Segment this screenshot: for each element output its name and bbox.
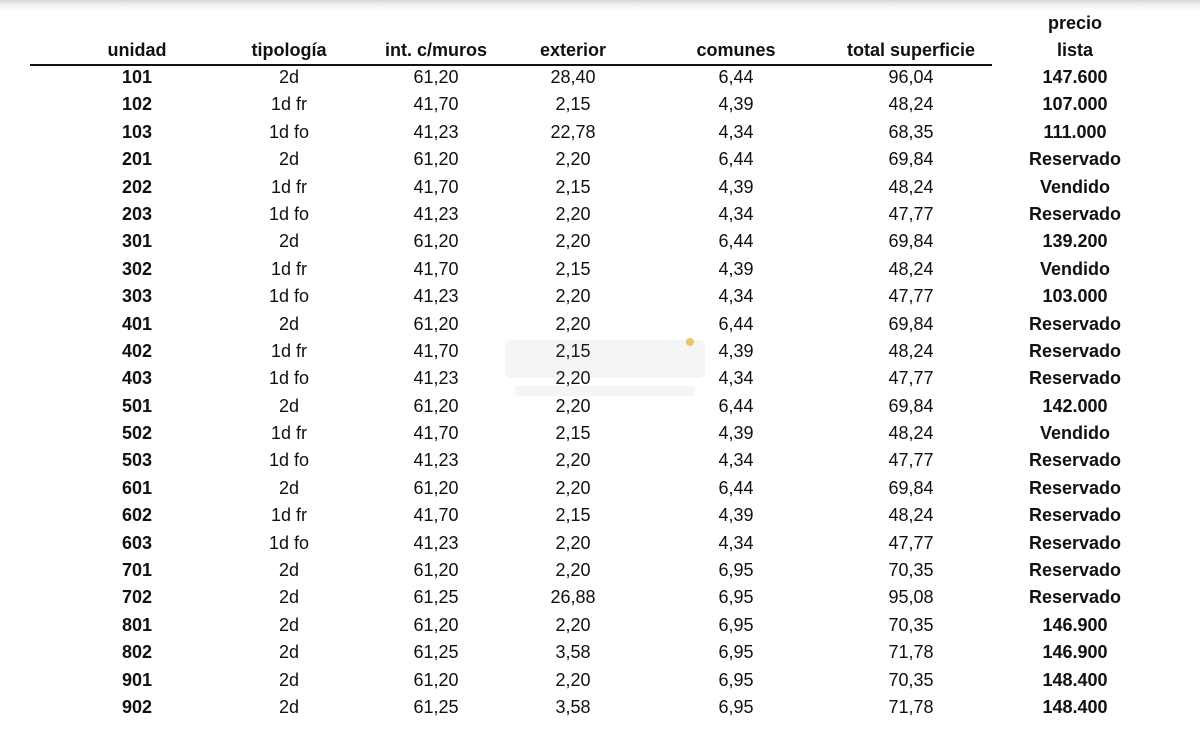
cell-unidad: 802	[121, 642, 153, 663]
cell-total-superficie: 48,24	[888, 176, 934, 197]
cell-comunes: 4,34	[718, 203, 754, 224]
cell-exterior: 2,20	[555, 203, 591, 224]
cell-precio: Reservado	[1028, 450, 1122, 471]
cell-unidad: 801	[121, 614, 153, 635]
table-row	[0, 174, 1200, 201]
cell-total-superficie: 68,35	[888, 121, 934, 142]
cell-comunes: 6,95	[718, 560, 754, 581]
cell-int-muros: 61,20	[413, 149, 459, 170]
cell-total-superficie: 70,35	[888, 614, 934, 635]
cell-int-muros: 41,70	[413, 94, 459, 115]
table-row	[0, 530, 1200, 557]
cell-tipologia: 1d fo	[268, 203, 310, 224]
cell-precio: Reservado	[1028, 340, 1122, 361]
cell-int-muros: 61,20	[413, 395, 459, 416]
cell-unidad: 202	[121, 176, 153, 197]
cell-unidad: 702	[121, 587, 153, 608]
cell-int-muros: 61,20	[413, 313, 459, 334]
cell-unidad: 601	[121, 477, 153, 498]
table-row	[0, 228, 1200, 255]
table-row	[0, 447, 1200, 474]
cell-int-muros: 61,25	[413, 696, 459, 717]
watermark-dot	[686, 338, 694, 346]
cell-precio: 148.400	[1042, 669, 1108, 690]
cell-exterior: 2,20	[555, 231, 591, 252]
header-int-muros: int. c/muros	[384, 40, 487, 60]
cell-tipologia: 1d fr	[270, 176, 308, 197]
cell-exterior: 3,58	[555, 696, 591, 717]
cell-total-superficie: 47,77	[888, 450, 934, 471]
cell-comunes: 4,34	[718, 450, 754, 471]
cell-exterior: 2,20	[555, 532, 591, 553]
cell-total-superficie: 69,84	[888, 395, 934, 416]
cell-precio: 139.200	[1042, 231, 1108, 252]
cell-unidad: 902	[121, 696, 153, 717]
cell-exterior: 28,40	[550, 67, 596, 87]
cell-tipologia: 1d fr	[270, 340, 308, 361]
cell-precio: 111.000	[1043, 121, 1107, 142]
cell-exterior: 2,20	[555, 368, 591, 389]
cell-total-superficie: 69,84	[888, 313, 934, 334]
cell-comunes: 4,39	[718, 505, 754, 526]
cell-tipologia: 2d	[278, 313, 300, 334]
cell-total-superficie: 48,24	[888, 258, 934, 279]
table-row	[0, 365, 1200, 392]
cell-total-superficie: 71,78	[888, 642, 934, 663]
cell-precio: Reservado	[1028, 532, 1122, 553]
cell-int-muros: 41,23	[413, 368, 459, 389]
cell-precio: 107.000	[1042, 94, 1108, 115]
header-precio-line2: lista	[1056, 40, 1094, 60]
cell-total-superficie: 70,35	[888, 560, 934, 581]
cell-int-muros: 41,70	[413, 340, 459, 361]
cell-tipologia: 2d	[278, 587, 300, 608]
table-row	[0, 667, 1200, 694]
cell-exterior: 2,15	[555, 340, 591, 361]
cell-exterior: 26,88	[550, 587, 596, 608]
cell-int-muros: 41,70	[413, 258, 459, 279]
cell-precio: Vendido	[1039, 176, 1110, 197]
cell-tipologia: 2d	[278, 696, 300, 717]
cell-total-superficie: 95,08	[888, 587, 934, 608]
cell-total-superficie: 47,77	[888, 203, 934, 224]
cell-exterior: 2,20	[555, 560, 591, 581]
cell-exterior: 2,15	[555, 258, 591, 279]
cell-exterior: 3,58	[555, 642, 591, 663]
cell-comunes: 6,95	[718, 696, 754, 717]
cell-unidad: 603	[121, 532, 153, 553]
cell-total-superficie: 69,84	[888, 149, 934, 170]
cell-tipologia: 1d fr	[270, 423, 308, 444]
header-exterior: exterior	[539, 40, 607, 60]
cell-total-superficie: 48,24	[888, 423, 934, 444]
cell-total-superficie: 48,24	[888, 340, 934, 361]
cell-unidad: 403	[121, 368, 153, 389]
cell-unidad: 402	[121, 340, 153, 361]
cell-precio: Reservado	[1028, 368, 1122, 389]
cell-int-muros: 41,23	[413, 450, 459, 471]
table-row	[0, 557, 1200, 584]
cell-comunes: 4,39	[718, 94, 754, 115]
cell-tipologia: 1d fo	[268, 286, 310, 307]
table-row	[0, 256, 1200, 283]
cell-precio: 148.400	[1042, 696, 1108, 717]
cell-precio: 142.000	[1042, 395, 1108, 416]
cell-total-superficie: 69,84	[888, 231, 934, 252]
cell-unidad: 201	[121, 149, 153, 170]
cell-precio: Reservado	[1028, 505, 1122, 526]
cell-int-muros: 41,23	[413, 121, 459, 142]
cell-unidad: 901	[121, 669, 153, 690]
cell-comunes: 6,95	[718, 587, 754, 608]
cell-exterior: 2,15	[555, 94, 591, 115]
cell-exterior: 2,20	[555, 286, 591, 307]
cell-precio: 147.600	[1042, 67, 1108, 87]
cell-comunes: 4,34	[718, 532, 754, 553]
table-row	[0, 283, 1200, 310]
table-row	[0, 420, 1200, 447]
cell-exterior: 2,15	[555, 176, 591, 197]
table-row	[0, 584, 1200, 611]
cell-tipologia: 1d fr	[270, 94, 308, 115]
table-row	[0, 146, 1200, 173]
cell-tipologia: 2d	[278, 669, 300, 690]
cell-precio: Reservado	[1028, 587, 1122, 608]
cell-comunes: 6,44	[718, 395, 754, 416]
cell-unidad: 502	[121, 423, 153, 444]
cell-tipologia: 2d	[278, 67, 300, 87]
cell-exterior: 22,78	[550, 121, 596, 142]
cell-int-muros: 41,23	[413, 286, 459, 307]
cell-unidad: 301	[121, 231, 153, 252]
cell-unidad: 302	[121, 258, 153, 279]
cell-comunes: 4,34	[718, 286, 754, 307]
cell-comunes: 4,39	[718, 423, 754, 444]
cell-tipologia: 1d fo	[268, 532, 310, 553]
cell-int-muros: 61,20	[413, 560, 459, 581]
cell-total-superficie: 47,77	[888, 286, 934, 307]
cell-tipologia: 1d fr	[270, 505, 308, 526]
table-row	[0, 612, 1200, 639]
header-precio-line1: precio	[1047, 13, 1103, 33]
table-header	[0, 12, 1200, 64]
table-row	[0, 91, 1200, 118]
table-row	[0, 311, 1200, 338]
cell-comunes: 6,95	[718, 669, 754, 690]
cell-exterior: 2,20	[555, 614, 591, 635]
cell-unidad: 203	[121, 203, 153, 224]
table-row	[0, 119, 1200, 146]
table-row	[0, 64, 1200, 91]
cell-comunes: 4,39	[718, 176, 754, 197]
cell-precio: Reservado	[1028, 149, 1122, 170]
cell-int-muros: 61,20	[413, 669, 459, 690]
cell-int-muros: 41,70	[413, 505, 459, 526]
cell-precio: Reservado	[1028, 203, 1122, 224]
cell-unidad: 303	[121, 286, 153, 307]
cell-tipologia: 2d	[278, 642, 300, 663]
cell-comunes: 4,34	[718, 368, 754, 389]
cell-unidad: 503	[121, 450, 153, 471]
cell-precio: Reservado	[1028, 477, 1122, 498]
header-unidad: unidad	[107, 40, 167, 60]
cell-comunes: 6,95	[718, 642, 754, 663]
cell-int-muros: 41,23	[413, 203, 459, 224]
cell-tipologia: 1d fo	[268, 368, 310, 389]
cell-total-superficie: 70,35	[888, 669, 934, 690]
table-row	[0, 338, 1200, 365]
cell-comunes: 6,44	[718, 149, 754, 170]
cell-exterior: 2,20	[555, 450, 591, 471]
header-total-superficie: total superficie	[846, 40, 976, 60]
cell-tipologia: 1d fo	[268, 121, 310, 142]
cell-comunes: 6,44	[718, 231, 754, 252]
cell-unidad: 103	[121, 121, 153, 142]
table-row	[0, 639, 1200, 666]
table-row	[0, 502, 1200, 529]
cell-unidad: 501	[121, 395, 153, 416]
cell-int-muros: 41,70	[413, 423, 459, 444]
cell-unidad: 401	[121, 313, 153, 334]
cell-comunes: 4,34	[718, 121, 754, 142]
cell-exterior: 2,20	[555, 669, 591, 690]
cell-total-superficie: 47,77	[888, 532, 934, 553]
cell-comunes: 4,39	[718, 340, 754, 361]
cell-int-muros: 61,20	[413, 231, 459, 252]
cell-int-muros: 61,20	[413, 67, 459, 87]
table-row	[0, 201, 1200, 228]
cell-tipologia: 1d fr	[270, 258, 308, 279]
cell-tipologia: 2d	[278, 614, 300, 635]
table-row	[0, 475, 1200, 502]
cell-tipologia: 2d	[278, 477, 300, 498]
cell-int-muros: 61,20	[413, 614, 459, 635]
cell-precio: Reservado	[1028, 313, 1122, 334]
cell-total-superficie: 47,77	[888, 368, 934, 389]
cell-tipologia: 1d fo	[268, 450, 310, 471]
cell-int-muros: 61,20	[413, 477, 459, 498]
cell-unidad: 101	[121, 67, 153, 87]
cell-int-muros: 41,23	[413, 532, 459, 553]
cell-comunes: 4,39	[718, 258, 754, 279]
cell-total-superficie: 96,04	[888, 67, 934, 87]
cell-precio: 103.000	[1042, 286, 1108, 307]
cell-unidad: 102	[121, 94, 153, 115]
cell-int-muros: 61,25	[413, 587, 459, 608]
cell-tipologia: 2d	[278, 395, 300, 416]
cell-int-muros: 41,70	[413, 176, 459, 197]
cell-total-superficie: 48,24	[888, 94, 934, 115]
cell-comunes: 6,44	[718, 67, 754, 87]
cell-precio: 146.900	[1042, 614, 1108, 635]
cell-exterior: 2,15	[555, 423, 591, 444]
cell-total-superficie: 69,84	[888, 477, 934, 498]
cell-comunes: 6,95	[718, 614, 754, 635]
cell-comunes: 6,44	[718, 477, 754, 498]
cell-tipologia: 2d	[278, 149, 300, 170]
cell-precio: Vendido	[1039, 258, 1110, 279]
cell-exterior: 2,20	[555, 313, 591, 334]
cell-exterior: 2,20	[555, 395, 591, 416]
cell-unidad: 701	[121, 560, 153, 581]
header-tipologia: tipología	[251, 40, 327, 60]
cell-tipologia: 2d	[278, 560, 300, 581]
cell-exterior: 2,20	[555, 149, 591, 170]
cell-int-muros: 61,25	[413, 642, 459, 663]
table-row	[0, 694, 1200, 721]
cell-precio: Reservado	[1028, 560, 1122, 581]
cell-exterior: 2,15	[555, 505, 591, 526]
cell-precio: 146.900	[1042, 642, 1108, 663]
cell-total-superficie: 71,78	[888, 696, 934, 717]
cell-precio: Vendido	[1039, 423, 1110, 444]
cell-tipologia: 2d	[278, 231, 300, 252]
cell-exterior: 2,20	[555, 477, 591, 498]
table-row	[0, 393, 1200, 420]
header-comunes: comunes	[696, 40, 776, 60]
cell-comunes: 6,44	[718, 313, 754, 334]
cell-total-superficie: 48,24	[888, 505, 934, 526]
cell-unidad: 602	[121, 505, 153, 526]
table-body	[0, 64, 1200, 721]
